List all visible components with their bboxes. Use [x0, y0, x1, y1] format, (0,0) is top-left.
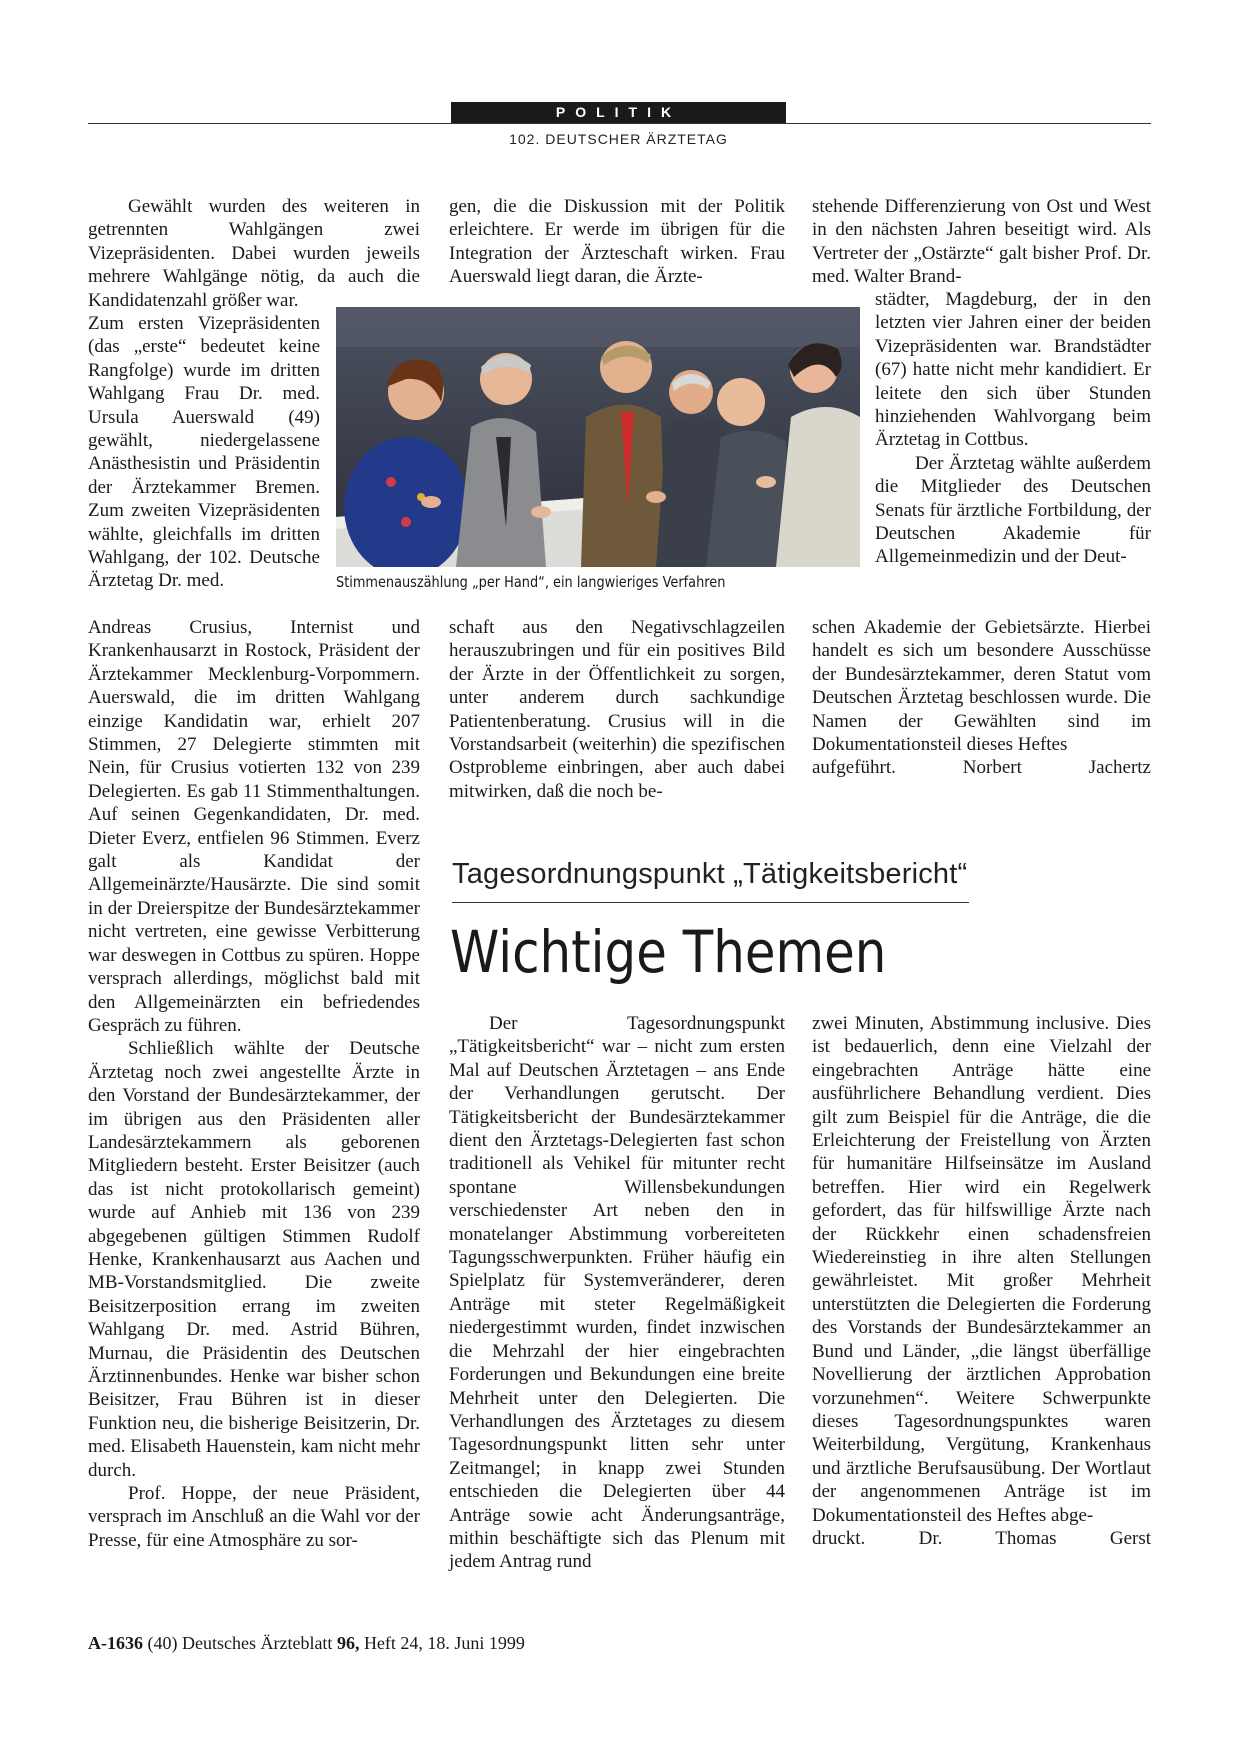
- article2-headline: Wichtige Themen: [450, 918, 887, 986]
- author-name: Norbert Jachertz: [962, 757, 1151, 779]
- author-name: Dr. Thomas Gerst: [918, 1527, 1151, 1549]
- paragraph: Der Tagesordnungspunkt „Tätigkeitsbericht“ war – nicht zum ersten Mal auf Deutschen Ärztetagen – ans Ende der Verhandlungen gerutscht. Der Tätigkeitsbericht der Bundesärztekammer dient den Ärztetags-Delegierten fast schon traditionell als Vehikel für mitunter recht spontane Willensbekundungen verschiedenster Art neben den in monatelanger Abstimmung vorbereiteten Tagungsschwerpunkten. Früher häufig ein Spielplatz für Systemveränderer, deren Anträge mit steter Regelmäßigkeit niedergestimmt wurden, findet inzwischen die Mehrzahl der hier eingebrachten Forderungen und Bekundungen eine breite Mehrheit unter den Delegierten. Die Verhandlungen des Ärztetages zu diesem Tagesordnungspunkt litten sehr unter Zeitmangel; in knapp zwei Stunden entschieden die Delegierten über 44 Anträge sowie acht Änderungsanträge, mithin beschäftigte sich das Plenum mit jedem Antrag rund: [449, 1013, 785, 1573]
- article1-col1-top: [88, 195, 420, 312]
- article1-col1-bottom: [88, 616, 420, 1552]
- last-word: druckt.: [812, 1527, 866, 1549]
- journal-name: (40) Deutsches Ärzteblatt: [147, 1633, 333, 1653]
- page-footer: [88, 1633, 525, 1654]
- paragraph: Gewählt wurden des weiteren in getrennten Wahlgängen zwei Vizepräsidenten. Dabei wurden jeweils mehrere Wahlgänge nötig, da auch die Kandidatenzahl größer war.: [88, 196, 420, 311]
- article1-col2-top: [449, 195, 785, 289]
- header-rule: [88, 123, 1151, 124]
- paragraph: Schließlich wählte der Deutsche Ärztetag noch zwei angestellte Ärzte in den Vorstand der Bundesärztekammer, der im übrigen aus den Präsidenten aller Landesärztekammern als geborenen Mitgliedern besteht. Erster Beisitzer (auch das ist nicht protokollarisch gemeint) wurde auf Anhieb mit 136 von 239 abgegebenen gültigen Stimmen Rudolf Henke, Krankenhausarzt aus Aachen und MB-Vorstandsmitglied. Die zweite Beisitzerposition errang im zweiten Wahlgang Dr. med. Astrid Bühren, Murnau, die Präsidentin des Deutschen Ärztinnenbundes. Henke war bisher schon Beisitzer, Frau Bühren ist in dieser Funktion neu, die bisherige Beisitzerin, Dr. med. Elisabeth Hauenstein, kam nicht mehr durch.: [88, 1038, 420, 1481]
- section-label: POLITIK: [451, 102, 786, 123]
- photo-vote-counting: [336, 307, 860, 567]
- volume-number: 96,: [336, 1633, 360, 1653]
- article1-col2-bottom: [449, 616, 785, 803]
- paragraph: schen Akademie der Gebietsärzte. Hierbei handelt es sich um besondere Ausschüsse der Bundesärztekammer, deren Statut vom Deutschen Ärztetag beschlossen wurde. Die Namen der Gewählten sind im Dokumentationsteil dieses Heftes: [812, 617, 1151, 756]
- article1-col3-top: [812, 195, 1151, 289]
- subsection-label: 102. DEUTSCHER ÄRZTETAG: [509, 131, 728, 147]
- paragraph: zwei Minuten, Abstimmung inclusive. Dies ist bedauerlich, denn eine Vielzahl der eingebrachten Anträge hätte eine ausführlichere Behandlung verdient. Dies gilt zum Beispiel für die Anträge, die die Erleichterung der Freistellung von Ärzten für humanitäre Hilfseinsätze im Ausland betreffen. Hier wird ein Regelwerk gefordert, das für hilfswillige Ärzte nach der Rückkehr einen schadensfreien Wiedereinstieg in ihre alten Stellungen gewährleistet. Mit großer Mehrheit unterstützten die Delegierten die Forderung des Vorstands der Bundesärztekammer an Bund und Länder, „die längst überfällige Novellierung der ärztlichen Approbation vorzunehmen“. Weitere Schwerpunkte dieses Tagesordnungspunktes waren Weiterbildung, Vergütung, Krankenhaus und ärztliche Berufsausübung. Der Wortlaut der angenommenen Anträge ist im Dokumentationsteil des Heftes abge-: [812, 1013, 1151, 1526]
- paragraph: Prof. Hoppe, der neue Präsident, versprach im Anschluß an die Wahl vor der Presse, für eine Atmosphäre zu sor-: [88, 1483, 420, 1551]
- photo-caption: Stimmenauszählung „per Hand“, ein langwieriges Verfahren: [336, 573, 726, 591]
- paragraph: Andreas Crusius, Internist und Krankenhausarzt in Rostock, Präsident der Ärztekammer Mecklenburg-Vorpommern. Auerswald, die im dritten Wahlgang einzige Kandidatin war, erhielt 207 Stimmen, 27 Delegierte stimmten mit Nein, für Crusius votierten 132 von 239 Delegierten. Es gab 11 Stimmenthaltungen. Auf seinen Gegenkandidaten, Dr. med. Dieter Everz, entfielen 96 Stimmen. Everz galt als Kandidat der Allgemeinärzte/Hausärzte. Die sind somit in der Dreierspitze der Bundesärztekammer nicht vertreten, eine gewisse Verbitterung war deswegen in Cottbus zu spüren. Hoppe versprach allerdings, möglichst bald mit den Allgemeinärzten ein befriedendes Gespräch zu führen.: [88, 617, 420, 1036]
- paragraph: Der Ärztetag wählte außerdem die Mitglieder des Deutschen Senats für ärztliche Fortbildung, der Deutschen Akademie für Allgemeinmedizin und der Deut-: [875, 452, 1151, 568]
- issue-date: Heft 24, 18. Juni 1999: [363, 1633, 525, 1653]
- article2-col2: [449, 1012, 785, 1574]
- signature-line: [812, 1527, 1151, 1550]
- paragraph: gen, die die Diskussion mit der Politik erleichtere. Er werde im übrigen für die Integration der Ärzteschaft wirken. Frau Auerswald liegt daran, die Ärzte-: [449, 196, 785, 288]
- article1-col3-narrow: [875, 288, 1151, 569]
- article2-kicker: Tagesordnungspunkt „Tätigkeitsbericht“: [452, 858, 968, 890]
- article1-col3-bottom: [812, 616, 1151, 780]
- article2-col3: [812, 1012, 1151, 1550]
- article1-col1-narrow: [88, 312, 320, 593]
- last-word: aufgeführt.: [812, 757, 896, 779]
- paragraph: Zum ersten Vizepräsidenten (das „erste“ bedeutet keine Rangfolge) wurde im dritten Wahlgang Frau Dr. med. Ursula Auerswald (49) gewählt, niedergelassene Anästhesistin und Präsidentin der Ärztekammer Bremen. Zum zweiten Vizepräsidenten wählte, gleichfalls im dritten Wahlgang, der 102. Deutsche Ärztetag Dr. med.: [88, 313, 320, 592]
- paragraph: stehende Differenzierung von Ost und West in den nächsten Jahren beseitigt wird. Als Vertreter der „Ostärzte“ galt bisher Prof. Dr. med. Walter Brand-: [812, 196, 1151, 288]
- page-number: A-1636: [88, 1633, 143, 1653]
- paragraph: schaft aus den Negativschlagzeilen herauszubringen und für ein positives Bild der Ärzte in der Öffentlichkeit zu sorgen, unter anderem durch sachkundige Patientenberatung. Crusius will in die Vorstandsarbeit (weiterhin) die spezifischen Ostprobleme einbringen, aber auch dabei mitwirken, daß die noch be-: [449, 617, 785, 802]
- paragraph: städter, Magdeburg, der in den letzten vier Jahren einer der beiden Vizepräsidenten war. Brandstädter (67) hatte nicht mehr kandidiert. Er leitete den sich über Stunden hinziehenden Wahlvorgang beim Ärztetag in Cottbus.: [875, 289, 1151, 451]
- kicker-rule: [452, 902, 969, 903]
- signature-line: [812, 756, 1151, 779]
